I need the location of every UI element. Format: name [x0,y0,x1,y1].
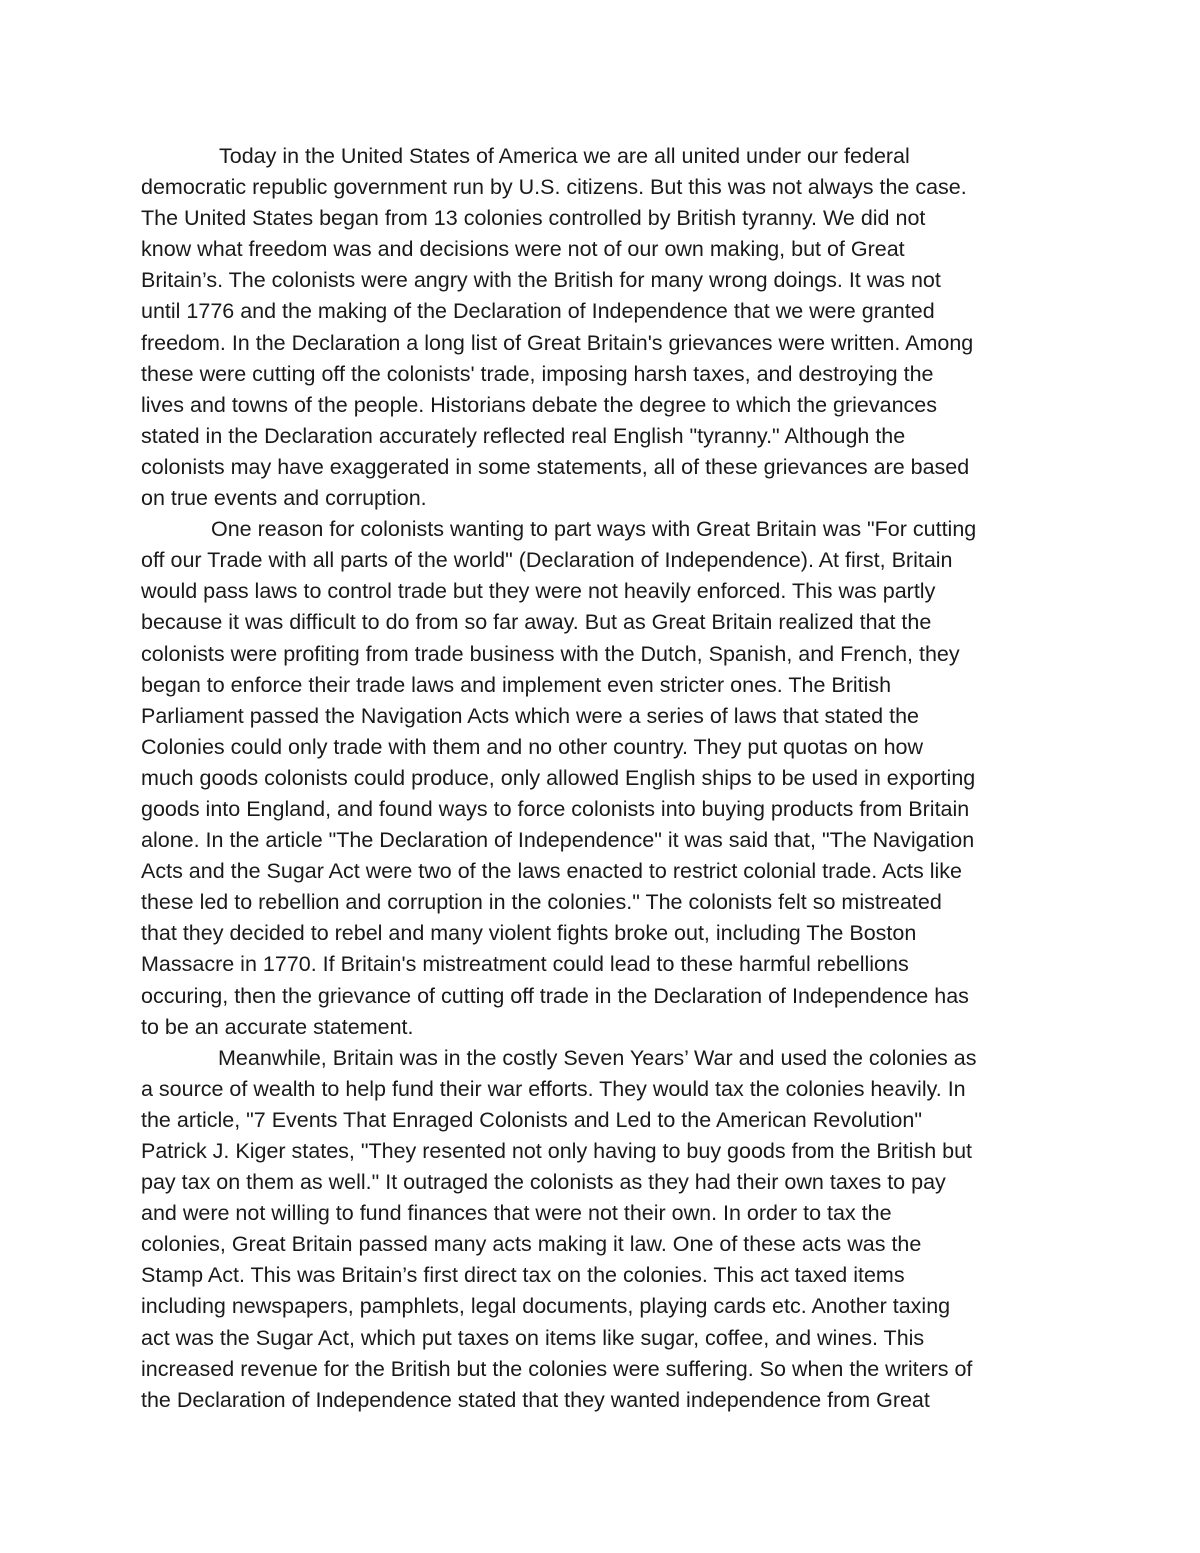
text-line: colonists were profiting from trade business with the Dutch, Spanish, and French, they [141,641,960,666]
text-line: Patrick J. Kiger states, "They resented not only having to buy goods from the British but [141,1139,973,1163]
paragraph-intro [141,141,1059,514]
text-line: stated in the Declaration accurately reflected real English "tyranny." Although the [141,423,906,448]
paragraph-trade [141,514,1059,1043]
text-line: the article, "7 Events That Enraged Colonists and Led to the American Revolution" [141,1107,922,1132]
text-line: these were cutting off the colonists' trade, imposing harsh taxes, and destroying the [141,361,934,386]
text-line: colonists may have exaggerated in some statements, all of these grievances are based [141,454,970,479]
text-line: and were not willing to fund finances that were not their own. In order to tax the [141,1201,892,1226]
text-line: would pass laws to control trade but they were not heavily enforced. This was partly [141,579,936,604]
text-line: democratic republic government run by U.S. citizens. But this was not always the case. [141,175,967,200]
text-line: on true events and corruption. [141,486,427,511]
text-line: to be an accurate statement. [141,1014,414,1039]
text-line: off our Trade with all parts of the world" (Declaration of Independence). At first, Britain [141,548,953,573]
text-line: Today in the United States of America we are all united under our federal [219,144,910,168]
text-line: pay tax on them as well." It outraged the colonists as they had their own taxes to pay [141,1170,946,1195]
text-line: these led to rebellion and corruption in the colonies." The colonists felt so mistreated [141,890,942,915]
text-line: Stamp Act. This was Britain’s first direct tax on the colonies. This act taxed items [141,1263,905,1288]
text-line: Acts and the Sugar Act were two of the laws enacted to restrict colonial trade. Acts like [141,859,962,884]
text-line: One reason for colonists wanting to part ways with Great Britain was "For cutting [211,517,977,542]
text-line: until 1776 and the making of the Declaration of Independence that we were granted [141,299,935,324]
text-line: Massacre in 1770. If Britain's mistreatment could lead to these harmful rebellions [141,952,909,977]
text-line: increased revenue for the British but the colonies were suffering. So when the writers of [141,1356,973,1381]
text-line: that they decided to rebel and many violent fights broke out, including The Boston [141,921,917,946]
text-line: goods into England, and found ways to force colonists into buying products from Britain [141,796,970,821]
essay-body [141,141,1059,1416]
text-line: freedom. In the Declaration a long list of Great Britain's grievances were written. Among [141,330,974,355]
text-line: Meanwhile, Britain was in the costly Seven Years’ War and used the colonies as [218,1045,977,1070]
text-line: Parliament passed the Navigation Acts which were a series of laws that stated the [141,703,919,728]
text-line: much goods colonists could produce, only allowed English ships to be used in exporting [141,765,976,790]
text-line: Britain’s. The colonists were angry with the British for many wrong doings. It was not [141,268,941,293]
text-line: a source of wealth to help fund their war efforts. They would tax the colonies heavily. In [141,1076,966,1101]
text-line: occuring, then the grievance of cutting off trade in the Declaration of Independence has [141,983,969,1008]
paragraph-taxes [141,1043,1059,1416]
text-line: Colonies could only trade with them and no other country. They put quotas on how [141,734,924,759]
text-line: know what freedom was and decisions were not of our own making, but of Great [141,237,905,262]
text-line: began to enforce their trade laws and implement even stricter ones. The British [141,672,892,697]
text-line: alone. In the article "The Declaration of Independence" it was said that, "The Navigation [141,828,975,853]
text-line: including newspapers, pamphlets, legal documents, playing cards etc. Another taxing [141,1294,951,1319]
text-line: act was the Sugar Act, which put taxes on items like sugar, coffee, and wines. This [141,1325,925,1350]
text-line: because it was difficult to do from so far away. But as Great Britain realized that the [141,610,932,635]
text-line: lives and towns of the people. Historians debate the degree to which the grievances [141,392,937,417]
text-line: The United States began from 13 colonies controlled by British tyranny. We did not [141,206,926,231]
text-line: the Declaration of Independence stated that they wanted independence from Great [141,1387,930,1412]
text-line: colonies, Great Britain passed many acts making it law. One of these acts was the [141,1232,922,1257]
